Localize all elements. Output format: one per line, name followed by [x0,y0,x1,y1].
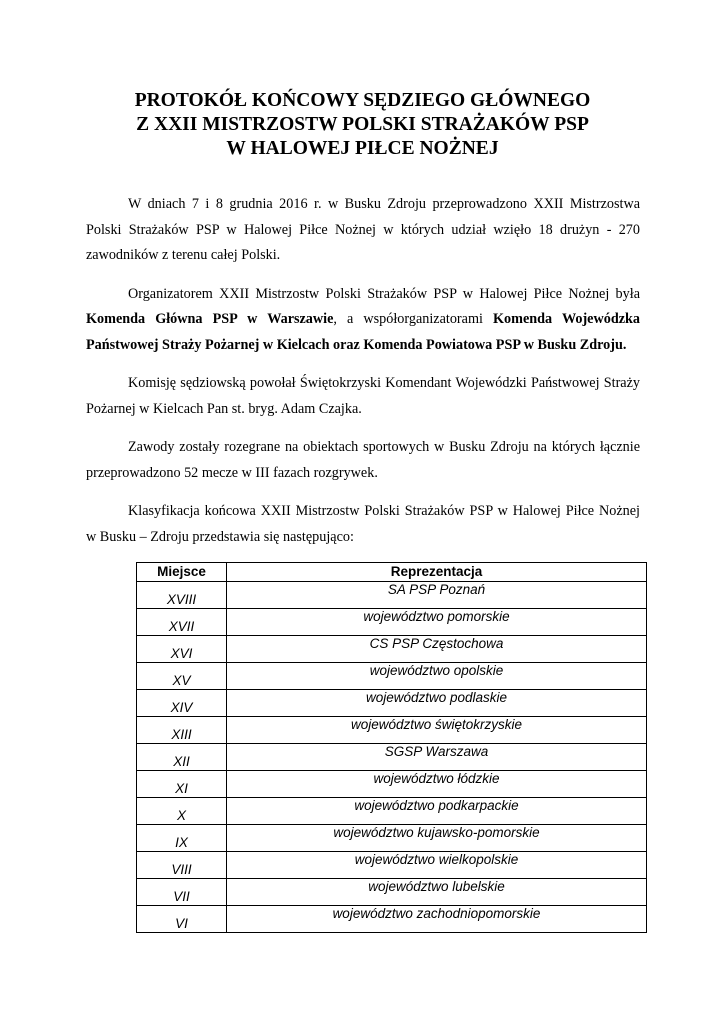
team-cell: SA PSP Poznań [227,582,647,609]
paragraph-classification-intro: Klasyfikacja końcowa XXII Mistrzostw Polski Strażaków PSP w Halowej Piłce Nożnej w Busku – Zdroju przedstawia się następująco: [86,503,640,545]
place-cell: X [137,798,227,825]
title-line-3: W HALOWEJ PIŁCE NOŻNEJ [226,138,499,159]
team-cell: województwo pomorskie [227,609,647,636]
paragraph-matches: Zawody zostały rozegrane na obiektach sportowych w Busku Zdroju na których łącznie przeprowadzono 52 mecze w III fazach rozgrywek. [86,439,640,481]
place-cell: XV [137,663,227,690]
place-cell: XI [137,771,227,798]
table-row [137,825,647,852]
table-row [137,609,647,636]
organizer-main: Komenda Główna PSP w Warszawie [86,311,334,327]
document-body [86,192,640,563]
organizers-text-2: , a współorganizatorami [333,311,494,327]
place-cell: VII [137,879,227,906]
table-row [137,636,647,663]
table-row [137,879,647,906]
table-row [137,852,647,879]
table-row [137,717,647,744]
place-cell: VI [137,906,227,933]
place-cell: XVI [137,636,227,663]
organizers-text-1: Organizatorem XXII Mistrzostw Polski Strażaków PSP w Halowej Piłce Nożnej była [128,285,640,302]
team-cell: województwo łódzkie [227,771,647,798]
place-cell: XVIII [137,582,227,609]
document-title [80,89,645,161]
table-row [137,582,647,609]
team-cell: województwo zachodniopomorskie [227,906,647,933]
table-body [137,582,647,933]
paragraph-organizers [86,282,640,359]
table-row [137,663,647,690]
place-cell: XVII [137,609,227,636]
table-row [137,771,647,798]
header-place: Miejsce [137,563,227,582]
team-cell: województwo podkarpackie [227,798,647,825]
table-row [137,744,647,771]
classification-table [136,562,647,933]
team-cell: SGSP Warszawa [227,744,647,771]
paragraph-referees: Komisję sędziowską powołał Świętokrzyski Komendant Wojewódzki Państwowej Straży Pożarnej w Kielcach Pan st. bryg. Adam Czajka. [86,375,640,417]
table-row [137,690,647,717]
co-organizers: Komenda Wojewódzka Państwowej Straży Pożarnej w Kielcach oraz Komenda Powiatowa PSP w Busku Zdroju. [86,311,640,353]
table-row [137,906,647,933]
place-cell: XIII [137,717,227,744]
team-cell: województwo świętokrzyskie [227,717,647,744]
title-line-1: PROTOKÓŁ KOŃCOWY SĘDZIEGO GŁÓWNEGO [134,90,591,111]
paragraph-dates: W dniach 7 i 8 grudnia 2016 r. w Busku Zdroju przeprowadzono XXII Mistrzostwa Polski Strażaków PSP w Halowej Piłce Nożnej w których udział wzięło 18 drużyn - 270 zawodników z terenu całej Polski. [86,196,640,263]
title-line-2: Z XXII MISTRZOSTW POLSKI STRAŻAKÓW PSP [136,114,589,135]
header-team: Reprezentacja [227,563,647,582]
team-cell: województwo opolskie [227,663,647,690]
place-cell: XII [137,744,227,771]
table-header-row [137,563,647,582]
table-row [137,798,647,825]
team-cell: województwo wielkopolskie [227,852,647,879]
place-cell: XIV [137,690,227,717]
team-cell: CS PSP Częstochowa [227,636,647,663]
team-cell: województwo kujawsko-pomorskie [227,825,647,852]
team-cell: województwo podlaskie [227,690,647,717]
team-cell: województwo lubelskie [227,879,647,906]
place-cell: VIII [137,852,227,879]
place-cell: IX [137,825,227,852]
